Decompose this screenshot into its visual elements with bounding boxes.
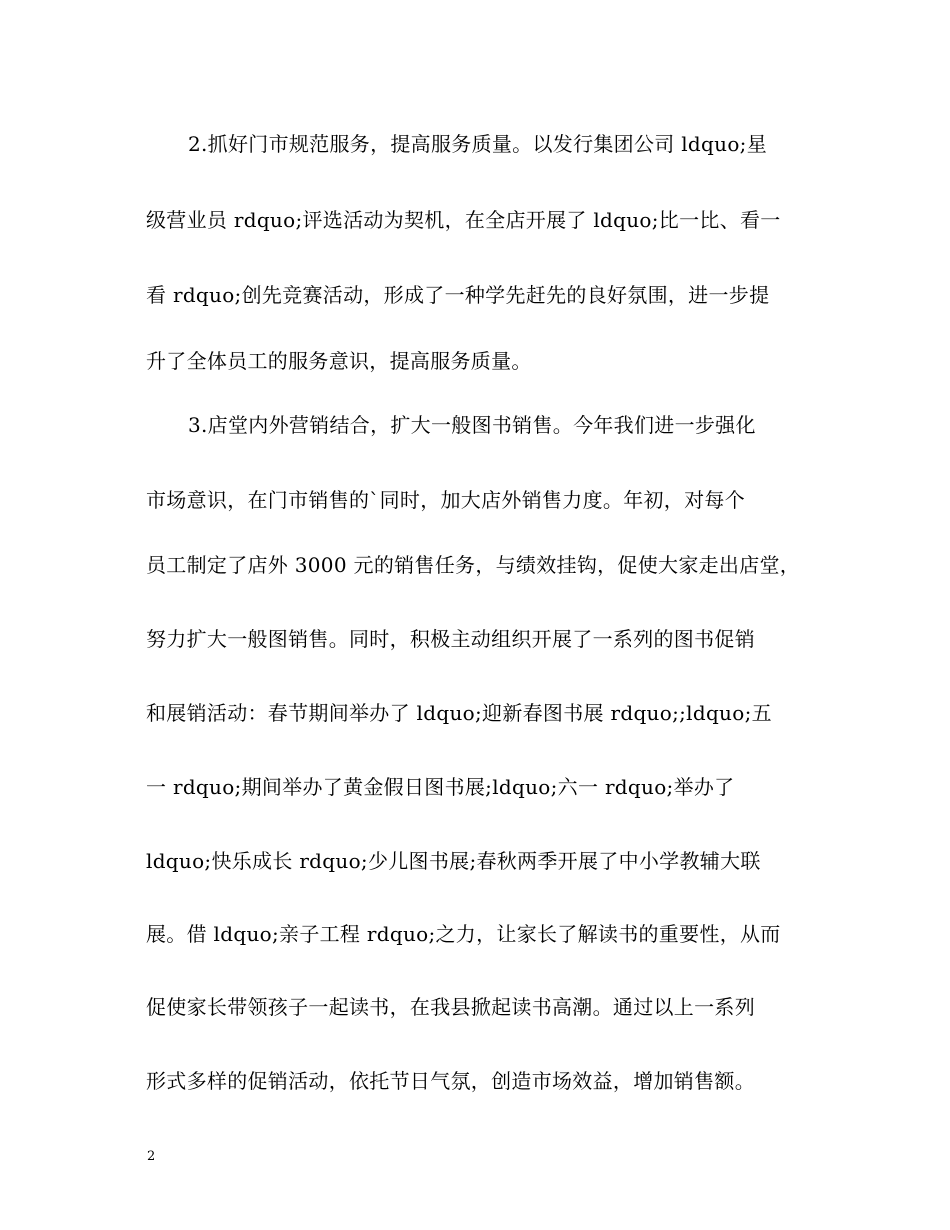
text-line: 级营业员 rdquo;评选活动为契机，在全店开展了 ldquo;比一比、看一 <box>146 208 781 232</box>
text-line: 3.店堂内外营销结合，扩大一般图书销售。今年我们进一步强化 <box>188 413 756 437</box>
page-number: 2 <box>147 1149 156 1164</box>
text-line: 和展销活动：春节期间举办了 ldquo;迎新春图书展 rdquo;;ldquo;五 <box>146 701 772 725</box>
text-line: 市场意识，在门市销售的`同时，加大店外销售力度。年初，对每个 <box>146 488 745 512</box>
text-line: 升了全体员工的服务意识，提高服务质量。 <box>146 349 532 373</box>
text-line: 努力扩大一般图销售。同时，积极主动组织开展了一系列的图书促销 <box>146 627 755 651</box>
text-line: 促使家长带领孩子一起读书，在我县掀起读书高潮。通过以上一系列 <box>146 995 755 1019</box>
text-line: 展。借 ldquo;亲子工程 rdquo;之力，让家长了解读书的重要性，从而 <box>146 922 781 946</box>
text-line: 一 rdquo;期间举办了黄金假日图书展;ldquo;六一 rdquo;举办了 <box>146 775 735 799</box>
text-line: 员工制定了店外 3000 元的销售任务，与绩效挂钩，促使大家走出店堂， <box>146 553 801 577</box>
text-line: 形式多样的促销活动，依托节日气氛，创造市场效益，增加销售额。 <box>146 1069 755 1093</box>
text-line: 2.抓好门市规范服务，提高服务质量。以发行集团公司 ldquo;星 <box>188 132 768 156</box>
text-line: 看 rdquo;创先竞赛活动，形成了一种学先赶先的良好氛围，进一步提 <box>146 283 770 307</box>
text-line: ldquo;快乐成长 rdquo;少儿图书展;春秋两季开展了中小学教辅大联 <box>146 849 761 873</box>
